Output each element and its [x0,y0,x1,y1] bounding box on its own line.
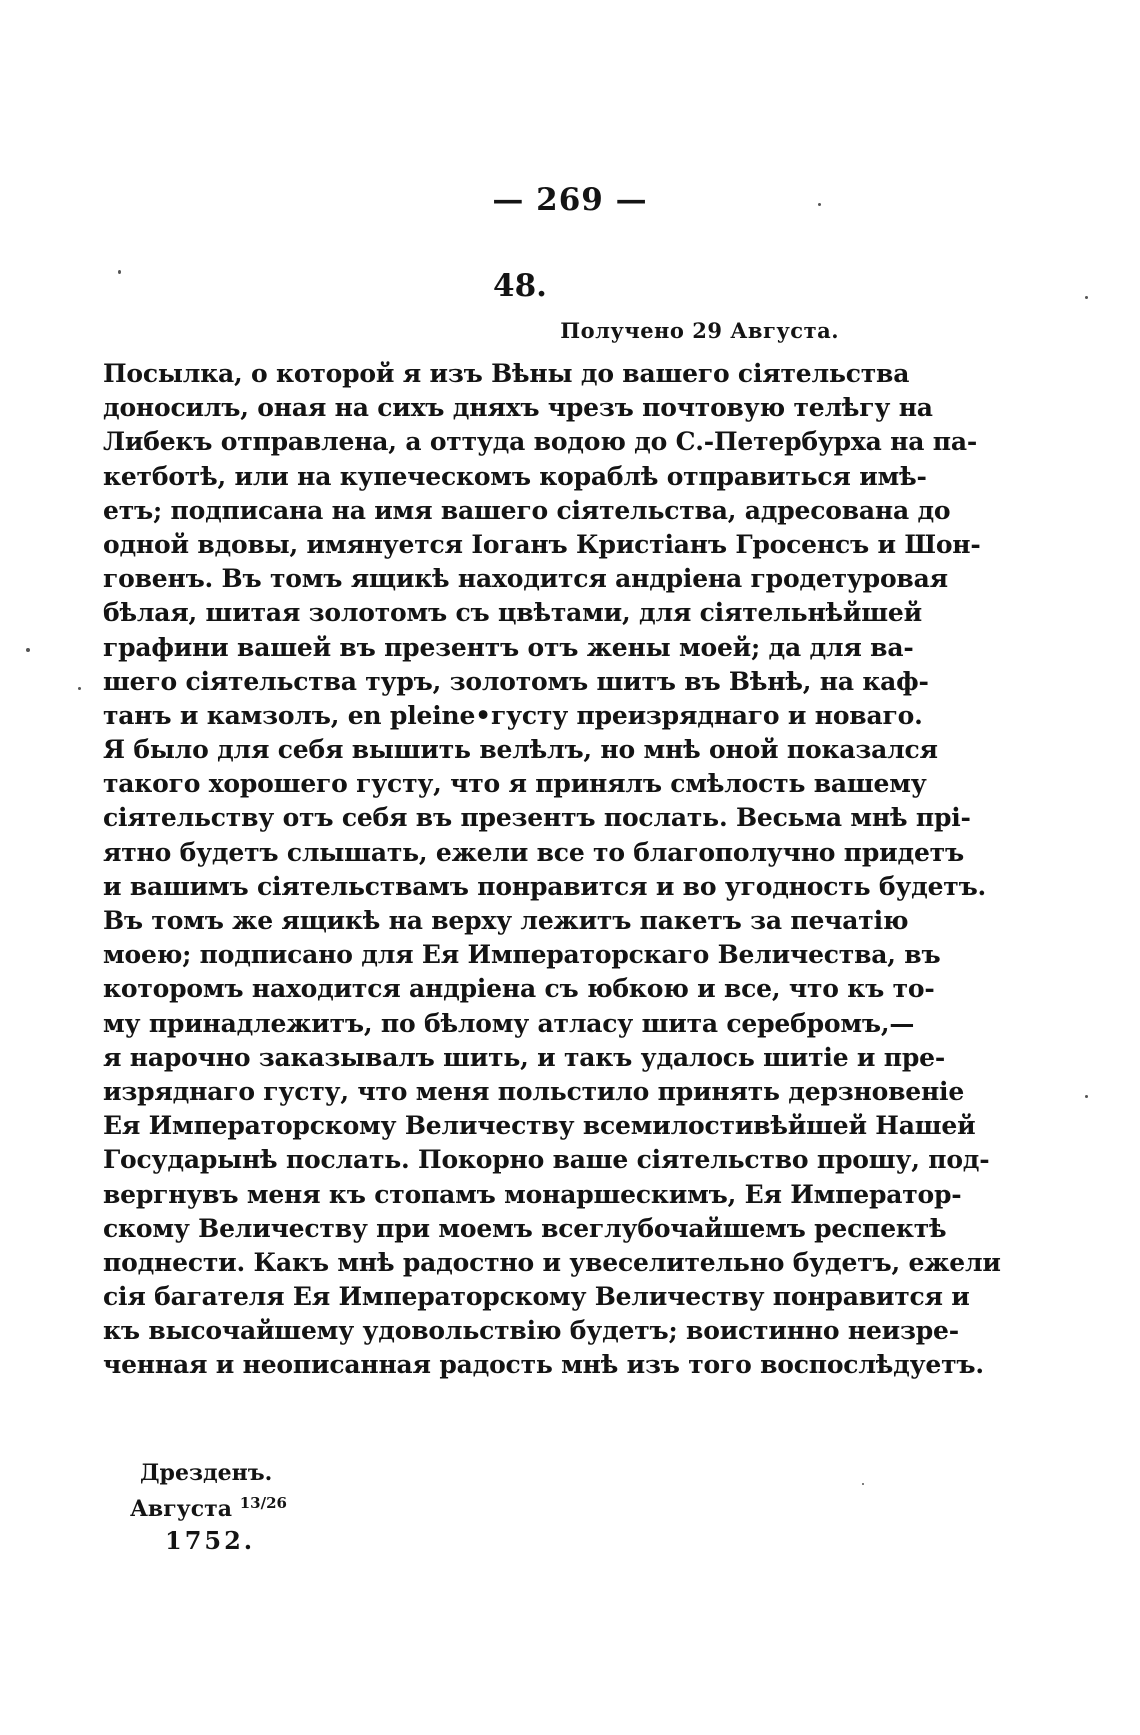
body-line: бѣлая, шитая золотомъ съ цвѣтами, для сіятельнѣйшей [103,598,922,628]
signature-year: 1752. [165,1526,256,1555]
signature-month: Августа [130,1496,233,1522]
body-line: сіятельству отъ себя въ презентъ послать. Весьма мнѣ прі- [103,803,971,833]
scan-speck [862,1483,864,1485]
received-note: Получено 29 Августа. [560,318,839,343]
body-line: му принадлежитъ, по бѣлому атласу шита серебромъ,— [103,1008,915,1038]
body-line: скому Величеству при моемъ всеглубочайшемъ респектѣ [103,1213,947,1243]
signature-place: Дрезденъ. [140,1460,273,1486]
body-line: поднести. Какъ мнѣ радостно и увеселительно будетъ, ежели [103,1247,1001,1277]
signature-day-fraction: 13/26 [239,1494,287,1512]
scan-speck [26,648,30,652]
body-line: говенъ. Въ томъ ящикѣ находится андріена гродетуровая [103,564,948,594]
body-line: графини вашей въ презентъ отъ жены моей; да для ва- [103,632,914,662]
body-line: Либекъ отправлена, а оттуда водою до С.-Петербурха на па- [103,427,978,457]
body-line: Посылка, о которой я изъ Вѣны до вашего сіятельства [103,359,910,388]
body-line: такого хорошего густу, что я принялъ смѣлость вашему [103,769,927,799]
signature-block [130,1458,287,1558]
body-line: етъ; подписана на имя вашего сіятельства, адресована до [103,495,951,525]
body-line: Я было для себя вышить велѣлъ, но мнѣ оной показался [103,735,938,765]
body-line: моею; подписано для Ея Императорскаго Величества, въ [103,940,941,970]
body-line: сія багателя Ея Императорскому Величеству понравится и [103,1282,970,1312]
scan-speck [1085,1095,1088,1098]
body-line: я нарочно заказывалъ шить, и такъ удалось шитіе и пре- [103,1042,946,1072]
body-line: изряднаго густу, что меня польстило принять дерзновеніе [103,1076,965,1106]
scan-speck [1085,296,1088,299]
body-line: ятно будетъ слышать, ежели все то благополучно придетъ [103,837,964,867]
body-line: и вашимъ сіятельствамъ понравится и во угодность будетъ. [103,871,987,901]
signature-date [130,1488,287,1524]
body-line: Государынѣ послать. Покорно ваше сіятельство прошу, под- [103,1145,990,1175]
body-line: Въ томъ же ящикѣ на верху лежитъ пакетъ за печатію [103,906,909,935]
body-line: Ея Императорскому Величеству всемилостивѣйшей Нашей [103,1111,976,1141]
body-line: одной вдовы, имянуется Іоганъ Кристіанъ Гросенсъ и Шон- [103,529,981,559]
body-line: ченная и неописанная радость мнѣ изъ того воспослѣдуетъ. [103,1350,984,1380]
body-line: къ высочайшему удовольствію будетъ; воистинно неизре- [103,1316,959,1346]
body-line: кетботѣ, или на купеческомъ кораблѣ отправиться имѣ- [103,461,927,491]
body-line: танъ и камзолъ, en pleine•густу преизряднаго и новаго. [103,700,923,730]
page-number: — 269 — [492,182,648,218]
scan-speck [818,203,821,206]
body-line: которомъ находится андріена съ юбкою и все, что къ то- [103,974,935,1004]
letter-body [103,357,1001,1383]
letter-number: 48. [493,268,547,304]
body-line: доносилъ, оная на сихъ дняхъ чрезъ почтовую телѣгу на [103,393,933,423]
scan-speck [78,687,81,690]
body-line: шего сіятельства туръ, золотомъ шитъ въ Вѣнѣ, на каф- [103,666,929,696]
body-line: вергнувъ меня къ стопамъ монаршескимъ, Ея Император- [103,1179,962,1209]
scan-speck [118,270,121,274]
